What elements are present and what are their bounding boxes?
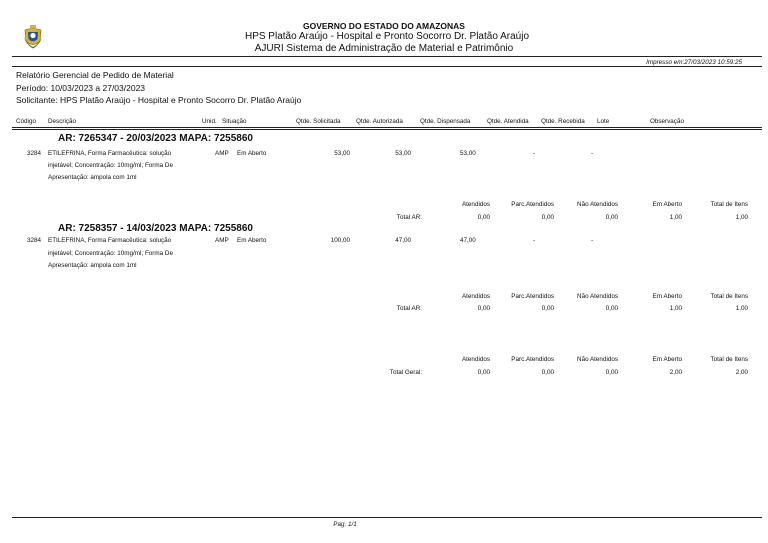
- col-dispensada: Qtde. Dispensada: [420, 118, 471, 125]
- summary-label-attended: Atendidos: [461, 293, 490, 300]
- item-qty-requested: 53,00: [334, 150, 350, 157]
- grand-total-label: Total Geral:: [389, 369, 422, 376]
- item-qty-dispensed: 47,00: [460, 237, 476, 244]
- summary-label-partial: Parc.Atendidos: [511, 356, 554, 363]
- header-rule-2: [12, 66, 762, 67]
- item-qty-authorized: 47,00: [395, 237, 411, 244]
- col-recebida: Qtde. Recebida: [541, 118, 585, 125]
- item-qty-attended: -: [533, 150, 536, 157]
- col-situacao: Situação: [222, 118, 247, 125]
- item-desc-line1: ETILEFRINA, Forma Farmacêutica: solução: [48, 237, 172, 244]
- total-items: 1,00: [735, 214, 748, 221]
- item-qty-authorized: 53,00: [395, 150, 411, 157]
- summary-label-not-attended: Não Atendidos: [577, 201, 618, 208]
- total-items: 1,00: [735, 305, 748, 312]
- footer-rule: [12, 517, 762, 518]
- item-desc-line2: injetável; Concentração: 10mg/ml; Forma De: [48, 250, 173, 257]
- grand-total-open: 2,00: [669, 369, 682, 376]
- summary-label-open: Em Aberto: [652, 201, 682, 208]
- table-header-rule: [12, 127, 762, 128]
- total-open: 1,00: [669, 305, 682, 312]
- col-autorizada: Qtde. Autorizada: [356, 118, 403, 125]
- item-qty-dispensed: 53,00: [460, 150, 476, 157]
- col-lote: Lote: [597, 118, 610, 125]
- col-unid: Unid.: [202, 118, 217, 125]
- total-attended: 0,00: [477, 305, 490, 312]
- item-unit: AMP: [215, 150, 229, 157]
- col-atendida: Qtde. Atendida: [487, 118, 529, 125]
- grand-total-items: 2,00: [735, 369, 748, 376]
- summary-label-open: Em Aberto: [652, 293, 682, 300]
- summary-label-open: Em Aberto: [652, 356, 682, 363]
- report-period: Período: 10/03/2023 a 27/03/2023: [16, 83, 146, 93]
- summary-label-total-items: Total de Itens: [710, 356, 748, 363]
- total-partial: 0,00: [541, 214, 554, 221]
- col-observacao: Observação: [650, 118, 684, 125]
- total-ar-label: Total AR:: [396, 214, 422, 221]
- summary-label-attended: Atendidos: [461, 201, 490, 208]
- report-requester: Solicitante: HPS Platão Araújo - Hospital e Pronto Socorro Dr. Platão Araújo: [16, 95, 302, 105]
- summary-label-not-attended: Não Atendidos: [577, 293, 618, 300]
- total-partial: 0,00: [541, 305, 554, 312]
- header-system: AJURI Sistema de Administração de Material e Patrimônio: [254, 43, 514, 54]
- header-rule: [12, 56, 762, 57]
- item-code: 3284: [27, 150, 42, 157]
- item-qty-attended: -: [533, 237, 536, 244]
- printed-timestamp: Impresso em:27/03/2023 10:59:25: [646, 59, 742, 66]
- summary-label-partial: Parc.Atendidos: [511, 201, 554, 208]
- grand-total-attended: 0,00: [477, 369, 490, 376]
- report-title: Relatório Gerencial de Pedido de Material: [16, 70, 174, 80]
- item-status: Em Aberto: [237, 150, 267, 157]
- item-desc-line2: injetável; Concentração: 10mg/ml; Forma De: [48, 162, 173, 169]
- summary-label-not-attended: Não Atendidos: [577, 356, 618, 363]
- table-header-rule-2: [12, 129, 762, 130]
- item-desc-line1: ETILEFRINA, Forma Farmacêutica: solução: [48, 150, 172, 157]
- total-ar-label: Total AR:: [396, 305, 422, 312]
- summary-label-partial: Parc.Atendidos: [511, 293, 554, 300]
- col-solicitada: Qtde. Solicitada: [296, 118, 341, 125]
- col-descricao: Descrição: [48, 118, 76, 125]
- summary-label-attended: Atendidos: [461, 356, 490, 363]
- item-unit: AMP: [215, 237, 229, 244]
- summary-label-total-items: Total de Itens: [710, 293, 748, 300]
- grand-total-partial: 0,00: [541, 369, 554, 376]
- page-number: Pag. 1/1: [333, 521, 357, 528]
- item-qty-received: -: [591, 150, 594, 157]
- item-code: 3284: [27, 237, 42, 244]
- header-government: GOVERNO DO ESTADO DO AMAZONAS: [303, 21, 465, 31]
- item-qty-requested: 100,00: [330, 237, 350, 244]
- header-hospital: HPS Platão Araújo - Hospital e Pronto Socorro Dr. Platão Araújo: [244, 31, 530, 42]
- col-codigo: Código: [16, 118, 36, 125]
- item-status: Em Aberto: [237, 237, 267, 244]
- total-attended: 0,00: [477, 214, 490, 221]
- ar-title: AR: 7258357 - 14/03/2023 MAPA: 7255860: [58, 223, 253, 234]
- ar-title: AR: 7265347 - 20/03/2023 MAPA: 7255860: [58, 133, 253, 144]
- total-not-attended: 0,00: [605, 214, 618, 221]
- item-qty-received: -: [591, 237, 594, 244]
- grand-total-not-attended: 0,00: [605, 369, 618, 376]
- summary-label-total-items: Total de Itens: [710, 201, 748, 208]
- total-open: 1,00: [669, 214, 682, 221]
- total-not-attended: 0,00: [605, 305, 618, 312]
- item-desc-line3: Apresentação: ampola com 1ml: [48, 262, 137, 269]
- item-desc-line3: Apresentação: ampola com 1ml: [48, 174, 137, 181]
